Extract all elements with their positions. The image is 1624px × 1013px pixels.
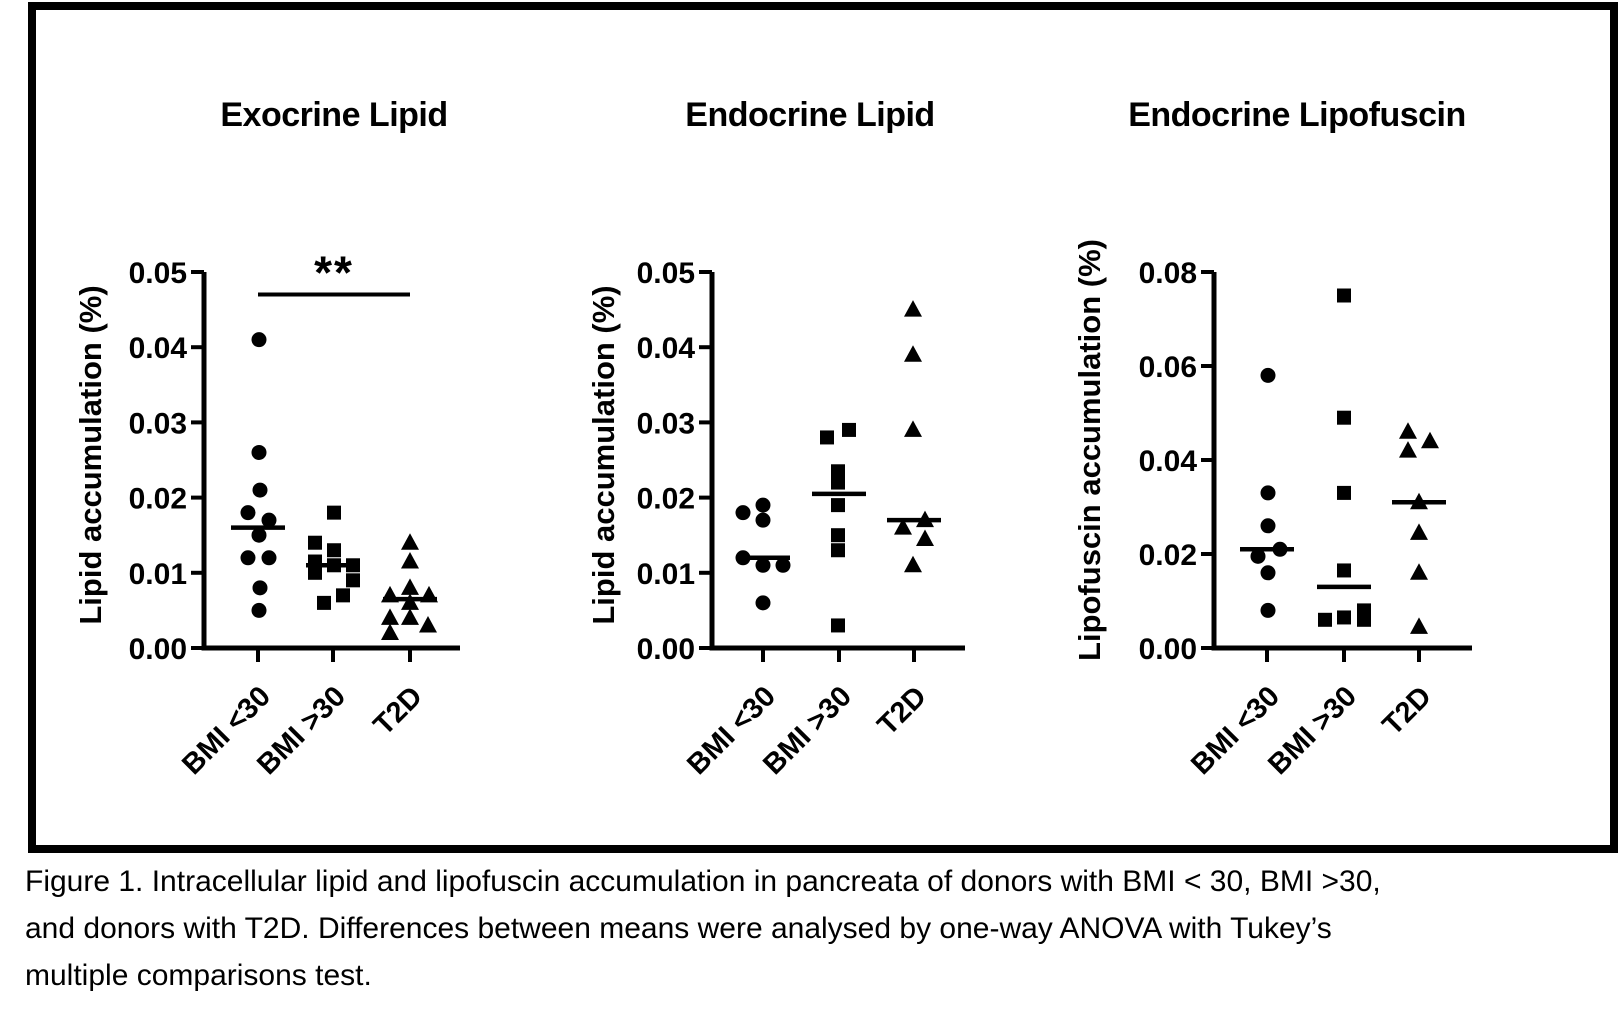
circle-marker bbox=[252, 445, 267, 460]
figure-caption bbox=[25, 858, 1585, 999]
square-marker bbox=[308, 536, 322, 550]
y-tick-label: 0.04 bbox=[636, 332, 695, 366]
triangle-marker bbox=[1421, 432, 1439, 449]
y-tick-label: 0.01 bbox=[636, 557, 695, 591]
series-bmi-30 bbox=[812, 423, 866, 633]
circle-marker bbox=[1261, 603, 1276, 618]
circle-marker bbox=[736, 505, 751, 520]
y-tick-label: 0.02 bbox=[1138, 539, 1197, 572]
y-tick-label: 0.01 bbox=[128, 557, 187, 591]
chart-title: Endocrine Lipofuscin bbox=[1128, 96, 1466, 134]
square-marker bbox=[1337, 411, 1351, 425]
series-bmi-30 bbox=[1317, 289, 1371, 627]
y-tick-label: 0.00 bbox=[128, 633, 187, 666]
y-tick-label: 0.02 bbox=[636, 482, 695, 516]
triangle-marker bbox=[904, 420, 922, 437]
x-tick-label: BMI >30 bbox=[1262, 680, 1363, 782]
circle-marker bbox=[241, 505, 256, 520]
y-tick-label: 0.06 bbox=[1138, 351, 1197, 384]
chart-endocrine-lipid bbox=[586, 96, 965, 781]
chart-title: Exocrine Lipid bbox=[220, 96, 448, 134]
x-tick-label: T2D bbox=[1376, 680, 1438, 742]
chart-exocrine-lipid bbox=[73, 96, 460, 781]
x-tick-label: BMI <30 bbox=[1185, 680, 1286, 782]
y-tick-label: 0.00 bbox=[636, 633, 695, 666]
x-tick-label: BMI <30 bbox=[681, 680, 782, 782]
triangle-marker bbox=[401, 578, 419, 595]
square-marker bbox=[1318, 613, 1332, 627]
y-tick-label: 0.02 bbox=[128, 482, 187, 516]
triangle-marker bbox=[381, 586, 399, 603]
circle-marker bbox=[253, 580, 268, 595]
triangle-marker bbox=[401, 593, 419, 610]
square-marker bbox=[1337, 563, 1351, 577]
series-bmi-30 bbox=[231, 332, 285, 618]
square-marker bbox=[1337, 610, 1351, 624]
y-tick-label: 0.05 bbox=[636, 257, 695, 290]
square-marker bbox=[346, 573, 360, 587]
triangle-marker bbox=[420, 586, 438, 603]
x-tick-label: T2D bbox=[367, 680, 429, 742]
series-bmi-30 bbox=[306, 506, 360, 610]
triangle-marker bbox=[1399, 422, 1417, 439]
square-marker bbox=[820, 430, 834, 444]
square-marker bbox=[831, 498, 845, 512]
triangle-marker bbox=[1399, 441, 1417, 458]
series-t2d bbox=[1392, 422, 1446, 634]
square-marker bbox=[327, 558, 341, 572]
caption-line: Figure 1. Intracellular lipid and lipofuscin accumulation in pancreata of donors with BMI < 30, BMI >30, bbox=[25, 865, 1381, 898]
square-marker bbox=[346, 558, 360, 572]
caption-line: multiple comparisons test. bbox=[25, 959, 372, 992]
square-marker bbox=[842, 423, 856, 437]
circle-marker bbox=[756, 558, 771, 573]
y-tick-label: 0.04 bbox=[128, 332, 187, 366]
triangle-marker bbox=[904, 556, 922, 573]
square-marker bbox=[308, 566, 322, 580]
caption-line: and donors with T2D. Differences between means were analysed by one-way ANOVA with Tukey’s bbox=[25, 912, 1332, 945]
triangle-marker bbox=[1410, 563, 1428, 580]
square-marker bbox=[831, 543, 845, 557]
circle-marker bbox=[252, 603, 267, 618]
circle-marker bbox=[252, 528, 267, 543]
y-tick-label: 0.04 bbox=[1138, 445, 1197, 478]
circle-marker bbox=[252, 332, 267, 347]
y-tick-label: 0.00 bbox=[1138, 633, 1197, 666]
circle-marker bbox=[1261, 565, 1276, 580]
y-tick-label: 0.03 bbox=[636, 407, 695, 441]
triangle-marker bbox=[381, 623, 399, 640]
y-tick-label: 0.08 bbox=[1138, 257, 1197, 290]
chart-title: Endocrine Lipid bbox=[685, 96, 935, 134]
y-tick-label: 0.05 bbox=[128, 257, 187, 290]
x-tick-label: T2D bbox=[871, 680, 933, 742]
circle-marker bbox=[756, 595, 771, 610]
square-marker bbox=[336, 588, 350, 602]
circle-marker bbox=[262, 513, 277, 528]
circle-marker bbox=[241, 550, 256, 565]
significance-stars: ** bbox=[314, 246, 354, 299]
square-marker bbox=[1337, 289, 1351, 303]
circle-marker bbox=[262, 550, 277, 565]
circle-marker bbox=[776, 558, 791, 573]
triangle-marker bbox=[916, 529, 934, 546]
circle-marker bbox=[1261, 518, 1276, 533]
circle-marker bbox=[1261, 485, 1276, 500]
circle-marker bbox=[253, 483, 268, 498]
circle-marker bbox=[756, 498, 771, 513]
series-t2d bbox=[887, 300, 941, 572]
square-marker bbox=[327, 506, 341, 520]
series-t2d bbox=[381, 533, 438, 640]
chart-endocrine-lipofuscin bbox=[1072, 96, 1472, 781]
triangle-marker bbox=[904, 300, 922, 317]
square-marker bbox=[317, 596, 331, 610]
triangle-marker bbox=[381, 608, 399, 625]
square-marker bbox=[831, 528, 845, 542]
square-marker bbox=[1337, 486, 1351, 500]
x-tick-label: BMI >30 bbox=[757, 680, 858, 782]
circle-marker bbox=[1273, 542, 1288, 557]
triangle-marker bbox=[904, 345, 922, 362]
y-tick-label: 0.03 bbox=[128, 407, 187, 441]
triangle-marker bbox=[401, 552, 419, 569]
y-axis-label: Lipofuscin accumulation (%) bbox=[1072, 239, 1107, 661]
x-tick-label: BMI >30 bbox=[251, 680, 352, 782]
triangle-marker bbox=[1410, 523, 1428, 540]
square-marker bbox=[831, 618, 845, 632]
triangle-marker bbox=[401, 533, 419, 550]
square-marker bbox=[831, 476, 845, 490]
triangle-marker bbox=[419, 616, 437, 633]
square-marker bbox=[1357, 613, 1371, 627]
circle-marker bbox=[736, 550, 751, 565]
circle-marker bbox=[1261, 368, 1276, 383]
triangle-marker bbox=[401, 608, 419, 625]
series-bmi-30 bbox=[736, 498, 791, 611]
y-axis-label: Lipid accumulation (%) bbox=[73, 285, 108, 625]
square-marker bbox=[327, 543, 341, 557]
x-tick-label: BMI <30 bbox=[176, 680, 277, 782]
triangle-marker bbox=[1410, 617, 1428, 634]
y-axis-label: Lipid accumulation (%) bbox=[586, 285, 621, 625]
series-bmi-30 bbox=[1240, 368, 1294, 618]
circle-marker bbox=[756, 513, 771, 528]
circle-marker bbox=[1251, 549, 1266, 564]
